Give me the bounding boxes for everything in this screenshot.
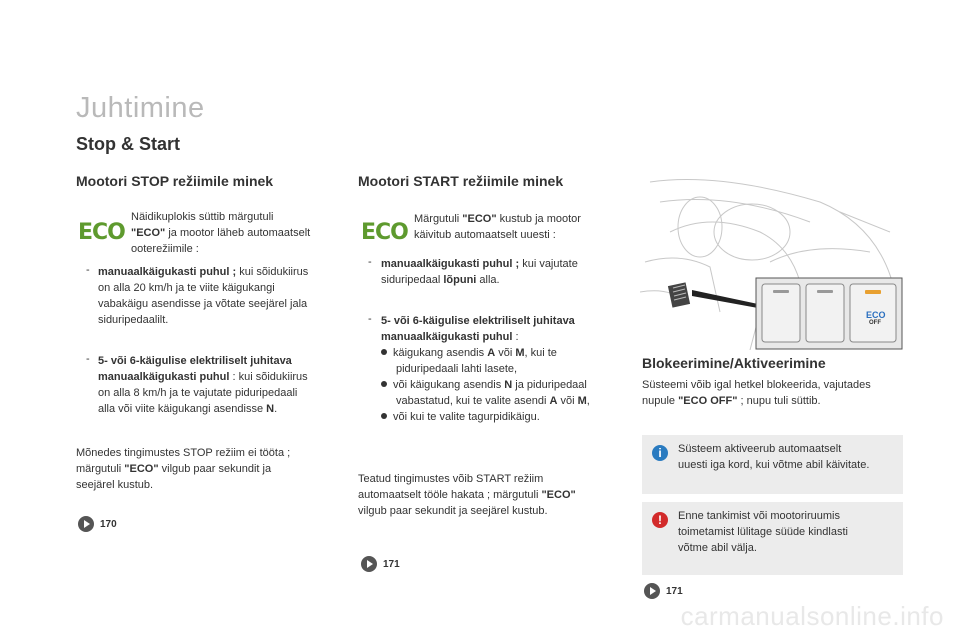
page-reference-number: 171 bbox=[666, 585, 683, 597]
stop-footer-note: Mõnedes tingimustes STOP režiim ei tööta ; märgutuli "ECO" vilgub paar sekundit ja seejärel kustub. bbox=[76, 447, 291, 491]
eco-icon: ECO bbox=[361, 220, 408, 245]
list-dash: - bbox=[368, 256, 372, 268]
page-reference-link[interactable] bbox=[644, 583, 683, 599]
page-reference-number: 170 bbox=[100, 518, 117, 530]
eco-icon: ECO bbox=[78, 220, 125, 245]
page-reference-link[interactable] bbox=[361, 556, 400, 572]
eco-off-button-off-label: OFF bbox=[869, 320, 881, 326]
page-arrow-icon bbox=[644, 583, 660, 599]
info-note: i Süsteem aktiveerub automaatselt uuesti iga kord, kui võtme abil käivitate. bbox=[642, 435, 903, 494]
eco-off-button-eco-label: ECO bbox=[866, 310, 886, 320]
page-arrow-icon bbox=[78, 516, 94, 532]
list-dash: - bbox=[86, 264, 90, 276]
start-footer-note: Teatud tingimustes võib START režiim automaatselt tööle hakata ; märgutuli "ECO" vilgub paar sekundit ja seejärel kustub. bbox=[358, 473, 576, 517]
stop-item-manual: manuaalkäigukasti puhul ; kui sõidukiirus on alla 20 km/h ja te viite käigukangi vabakäigu asendisse ja võtate seejärel jala siduripedaalilt. bbox=[98, 266, 309, 326]
page-reference-number: 171 bbox=[383, 558, 400, 570]
stop-intro: Näidikuplokis süttib märgutuli "ECO" ja mootor läheb automaatselt ooterežiimile : bbox=[131, 211, 311, 255]
chapter-title: Juhtimine bbox=[76, 92, 205, 124]
page-arrow-icon bbox=[361, 556, 377, 572]
warning-icon: ! bbox=[652, 512, 668, 528]
list-dash: - bbox=[368, 313, 372, 325]
section-title: Stop & Start bbox=[76, 134, 181, 154]
dashboard-illustration bbox=[640, 172, 903, 350]
stop-item-electric: 5- või 6-käigulise elektriliselt juhitava manuaalkäigukasti puhul : kui sõidukiirus on alla 8 km/h ja te vajutate piduripedaali alla või viite käigukangi asendisse N. bbox=[98, 355, 308, 415]
watermark: carmanualsonline.info bbox=[680, 601, 944, 631]
warning-note: ! Enne tankimist või mootoriruumis toimetamist lülitage süüde kindlasti võtme abil välja. bbox=[642, 502, 903, 575]
page-reference-link[interactable] bbox=[78, 516, 117, 532]
start-item-manual: manuaalkäigukasti puhul ; kui vajutate siduripedaal lõpuni alla. bbox=[381, 258, 578, 286]
stop-mode-heading: Mootori STOP režiimile minek bbox=[76, 173, 274, 189]
start-intro: Märgutuli "ECO" kustub ja mootor käivitub automaatselt uuesti : bbox=[414, 213, 581, 241]
start-bullet-1: käigukang asendis A või M, kui te piduripedaali lahti lasete, bbox=[381, 345, 621, 377]
info-icon: i bbox=[652, 445, 668, 461]
block-activate-text: Süsteemi võib igal hetkel blokeerida, vajutades nupule "ECO OFF" ; nupu tuli süttib. bbox=[642, 379, 871, 407]
list-dash: - bbox=[86, 353, 90, 365]
start-mode-heading: Mootori START režiimile minek bbox=[358, 173, 564, 189]
start-bullet-2: või käigukang asendis N ja piduripedaal vabastatud, kui te valite asendi A või M, bbox=[381, 377, 626, 409]
start-item-electric: 5- või 6-käigulise elektriliselt juhitava manuaalkäigukasti puhul : bbox=[381, 315, 575, 343]
start-bullet-3: või kui te valite tagurpidikäigu. bbox=[381, 409, 621, 425]
block-activate-heading: Blokeerimine/Aktiveerimine bbox=[642, 355, 826, 371]
